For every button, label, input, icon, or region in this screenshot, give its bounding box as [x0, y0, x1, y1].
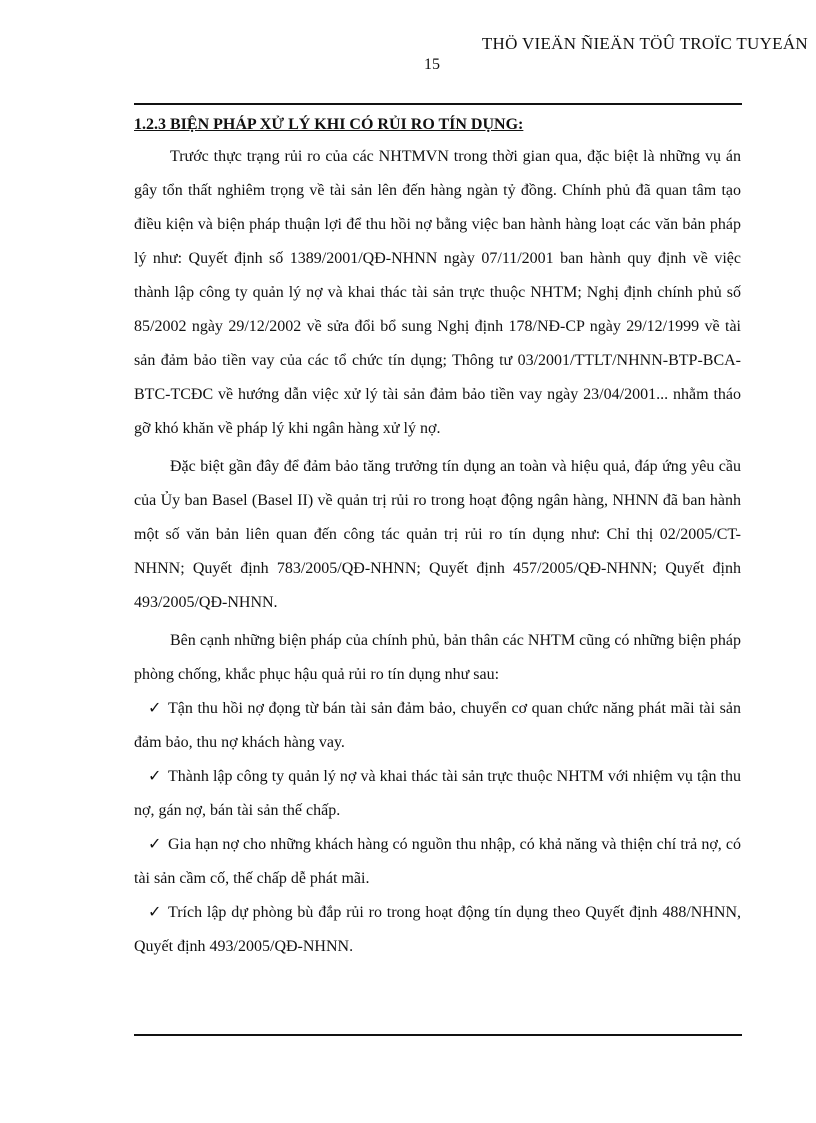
- measures-list: [134, 692, 741, 964]
- library-watermark: THÖ VIEÄN ÑIEÄN TÖÛ TROÏC TUYEÁN: [481, 34, 808, 53]
- list-item-text: Trích lập dự phòng bù đắp rủi ro trong hoạt động tín dụng theo Quyết định 488/NHNN, Quyết định 493/2005/QĐ-NHNN.: [134, 904, 741, 955]
- paragraph-2: Đặc biệt gần đây để đảm bảo tăng trưởng tín dụng an toàn và hiệu quả, đáp ứng yêu cầu của Ủy ban Basel (Basel II) về quản trị rủi ro trong hoạt động ngân hàng, NHNN đã ban hành một số văn bản liên quan đến công tác quản trị rủi ro tín dụng như: Chỉ thị 02/2005/CT-NHNN; Quyết định 783/2005/QĐ-NHNN; Quyết định 457/2005/QĐ-NHNN; Quyết định 493/2005/QĐ-NHNN.: [134, 458, 741, 611]
- list-item-text: Tận thu hồi nợ đọng từ bán tài sản đảm bảo, chuyển cơ quan chức năng phát mãi tài sản đảm bảo, thu nợ khách hàng vay.: [134, 700, 741, 751]
- list-item: [134, 828, 741, 896]
- checkmark-icon: ✓: [148, 904, 162, 921]
- section-heading: 1.2.3 BIỆN PHÁP XỬ LÝ KHI CÓ RỦI RO TÍN DỤNG:: [134, 116, 524, 133]
- paragraph-3: Bên cạnh những biện pháp của chính phủ, bản thân các NHTM cũng có những biện pháp phòng chống, khắc phục hậu quả rủi ro tín dụng như sau:: [134, 632, 741, 683]
- list-item: [134, 692, 741, 760]
- checkmark-icon: ✓: [148, 836, 162, 853]
- checkmark-icon: ✓: [148, 768, 162, 785]
- list-item-text: Gia hạn nợ cho những khách hàng có nguồn thu nhập, có khả năng và thiện chí trả nợ, có tài sản cầm cố, thế chấp dễ phát mãi.: [134, 836, 741, 887]
- page-body: [134, 115, 741, 964]
- checkmark-icon: ✓: [148, 700, 162, 717]
- list-item-text: Thành lập công ty quản lý nợ và khai thác tài sản trực thuộc NHTM với nhiệm vụ tận thu nợ, gán nợ, bán tài sản thế chấp.: [134, 768, 741, 819]
- list-item: [134, 896, 741, 964]
- list-item: [134, 760, 741, 828]
- page-number: 15: [424, 56, 440, 73]
- paragraph-1: Trước thực trạng rủi ro của các NHTMVN trong thời gian qua, đặc biệt là những vụ án gây tổn thất nghiêm trọng về tài sản lên đến hàng ngàn tỷ đồng. Chính phủ đã quan tâm tạo điều kiện và biện pháp thuận lợi để thu hồi nợ bằng việc ban hành hàng loạt các văn bản pháp lý như: Quyết định số 1389/2001/QĐ-NHNN ngày 07/11/2001 ban hành quy định về việc thành lập công ty quản lý nợ và khai thác tài sản trực thuộc NHTM; Nghị định chính phủ số 85/2002 ngày 29/12/2002 về sửa đổi bổ sung Nghị định 178/NĐ-CP ngày 29/12/1999 về tài sản đảm bảo tiền vay của các tổ chức tín dụng; Thông tư 03/2001/TTLT/NHNN-BTP-BCA-BTC-TCĐC về hướng dẫn việc xử lý tài sản đảm bảo tiền vay ngày 23/04/2001... nhằm tháo gỡ khó khăn về pháp lý khi ngân hàng xử lý nợ.: [134, 148, 741, 437]
- bottom-divider: [134, 1034, 742, 1036]
- top-divider: [134, 103, 742, 105]
